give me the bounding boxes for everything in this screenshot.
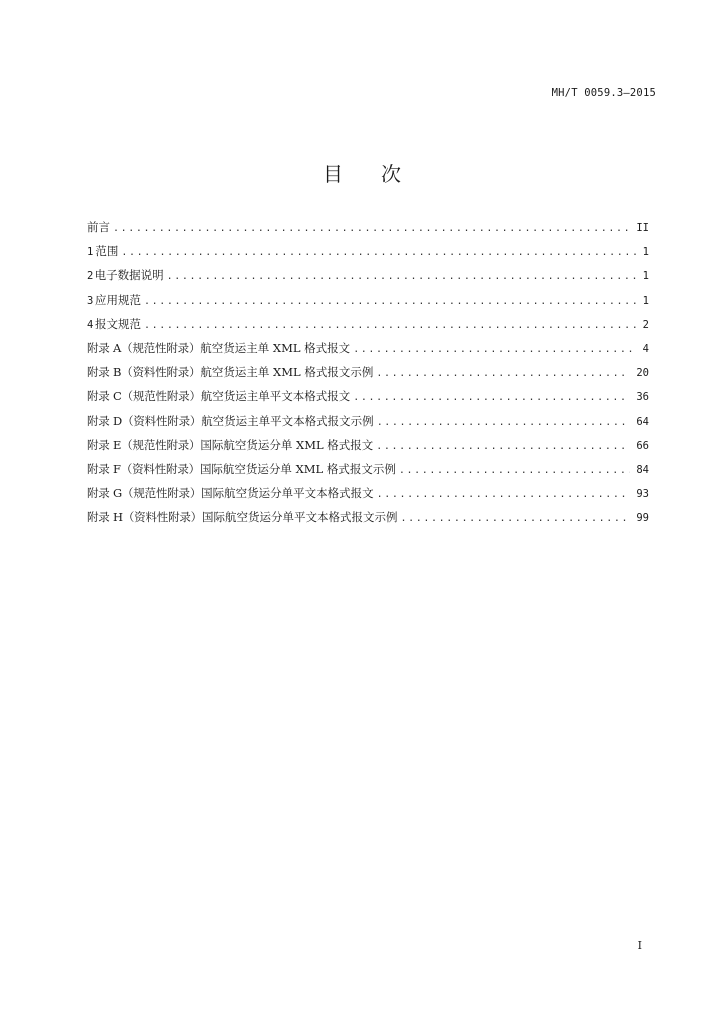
toc-entry-label: 电子数据说明 (94, 268, 164, 283)
toc-entry-label: 国际航空货运分单 XML 格式报文示例 (199, 461, 396, 476)
toc-entry-appendix: 附录 A（规范性附录） (87, 340, 201, 355)
dot-leader (377, 483, 631, 507)
toc-entry-label: 航空货运主单 XML 格式报文示例 (200, 365, 374, 380)
toc-entry-page: 2 (642, 318, 649, 331)
dot-leader (376, 435, 630, 459)
toc-entry-number: 3 (87, 294, 94, 307)
toc-entry-page: 64 (636, 415, 649, 428)
toc-title-part1: 目 (323, 162, 343, 186)
toc-entry-page: 99 (636, 512, 649, 525)
toc-entry-number: 4 (87, 318, 94, 331)
toc-entry-appendix: 附录 D（资料性附录） (87, 413, 202, 428)
toc-entry-label: 航空货运主单平文本格式报文示例 (201, 413, 374, 428)
toc-entry-page: 1 (642, 270, 649, 283)
toc-entry-appendix: 附录 C（规范性附录） (87, 389, 201, 404)
toc-entry-edata[interactable] (87, 263, 649, 287)
toc-list (87, 215, 649, 529)
dot-leader (113, 217, 630, 241)
toc-entry-appendix-e[interactable] (87, 433, 649, 457)
toc-entry-number: 2 (87, 270, 94, 283)
toc-entry-appendix: 附录 H（资料性附录） (87, 510, 202, 525)
dot-leader (353, 386, 630, 410)
toc-entry-label: 航空货运主单 XML 格式报文 (200, 340, 351, 355)
toc-entry-scope[interactable] (87, 239, 649, 263)
dot-leader (167, 265, 637, 289)
toc-entry-page: 66 (636, 439, 649, 452)
dot-leader (400, 507, 630, 531)
dot-leader (144, 290, 637, 314)
toc-title (0, 158, 724, 187)
toc-entry-page: 4 (642, 342, 649, 355)
toc-entry-label: 应用规范 (95, 292, 142, 307)
toc-entry-appendix-g[interactable] (87, 481, 649, 505)
toc-entry-page: 36 (636, 391, 649, 404)
toc-entry-number: 1 (87, 246, 94, 259)
toc-entry-appendix: 附录 E（规范性附录） (87, 437, 201, 452)
toc-entry-label: 报文规范 (95, 316, 142, 331)
toc-entry-appendix-f[interactable] (87, 457, 649, 481)
dot-leader (377, 411, 631, 435)
toc-entry-label: 前言 (87, 220, 110, 234)
toc-entry-page: II (636, 222, 649, 234)
toc-entry-appendix-d[interactable] (87, 409, 649, 433)
toc-entry-foreword[interactable] (87, 215, 649, 239)
document-code: MH/T 0059.3—2015 (551, 87, 656, 99)
toc-entry-label: 国际航空货运分单平文本格式报文示例 (201, 510, 398, 525)
toc-entry-page: 84 (636, 463, 649, 476)
dot-leader (121, 241, 636, 265)
dot-leader (376, 362, 630, 386)
dot-leader (144, 314, 637, 338)
toc-entry-label: 国际航空货运分单平文本格式报文 (201, 486, 374, 501)
toc-entry-application[interactable] (87, 288, 649, 312)
toc-entry-appendix-h[interactable] (87, 505, 649, 529)
toc-entry-appendix-c[interactable] (87, 384, 649, 408)
toc-entry-label: 航空货运主单平文本格式报文 (200, 389, 351, 404)
dot-leader (353, 338, 636, 362)
toc-title-part2: 次 (381, 162, 401, 186)
toc-entry-page: 93 (636, 488, 649, 501)
toc-entry-label: 范围 (95, 244, 119, 259)
toc-entry-appendix: 附录 G（规范性附录） (87, 486, 202, 501)
toc-entry-page: 1 (642, 294, 649, 307)
toc-entry-page: 20 (636, 367, 649, 380)
toc-entry-appendix: 附录 F（资料性附录） (87, 461, 200, 476)
toc-entry-page: 1 (642, 246, 649, 259)
toc-entry-message-spec[interactable] (87, 312, 649, 336)
toc-entry-label: 国际航空货运分单 XML 格式报文 (200, 437, 374, 452)
page-number: I (637, 939, 642, 952)
toc-entry-appendix-b[interactable] (87, 360, 649, 384)
toc-entry-appendix: 附录 B（资料性附录） (87, 365, 201, 380)
dot-leader (399, 459, 630, 483)
toc-entry-appendix-a[interactable] (87, 336, 649, 360)
